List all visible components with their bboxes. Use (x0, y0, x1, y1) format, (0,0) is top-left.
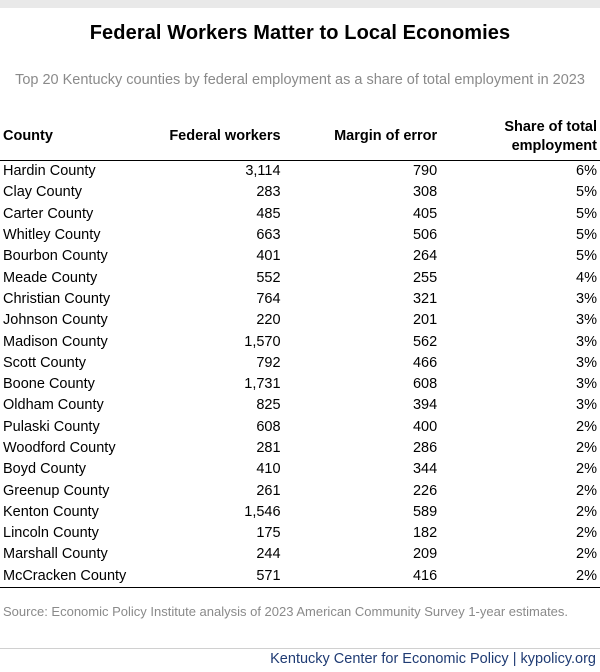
cell-share: 5% (576, 227, 597, 244)
cell-margin-of-error: 255 (412, 269, 438, 286)
table-header-row (0, 113, 600, 161)
cell-county: Carter County (3, 205, 94, 222)
table-row (0, 544, 600, 565)
cell-federal-workers: 1,546 (244, 503, 281, 520)
table-row (0, 204, 600, 225)
cell-margin-of-error: 209 (412, 546, 438, 563)
cell-share: 3% (576, 376, 597, 393)
header-county: County (0, 113, 154, 161)
cell-margin-of-error: 506 (412, 227, 438, 244)
cell-county: Woodford County (3, 440, 116, 456)
cell-margin-of-error: 182 (412, 525, 438, 542)
cell-county: Greenup County (3, 482, 110, 499)
cell-county: Johnson County (3, 312, 108, 329)
source-note: Source: Economic Policy Institute analysis of 2023 American Community Survey 1-year estimates. (3, 604, 569, 619)
cell-federal-workers: 1,570 (244, 333, 281, 350)
cell-margin-of-error: 466 (412, 354, 438, 371)
cell-margin-of-error: 608 (412, 376, 438, 393)
cell-margin-of-error: 394 (412, 397, 438, 414)
cell-margin-of-error: 264 (412, 248, 438, 265)
table-row (0, 502, 600, 523)
cell-federal-workers: 220 (256, 312, 281, 329)
header-share (440, 113, 600, 161)
cell-share: 2% (576, 418, 597, 435)
table-row (0, 480, 600, 501)
cell-county: Boyd County (3, 461, 87, 478)
table-row (0, 267, 600, 288)
header-federal-workers: Federal workers (154, 113, 284, 161)
cell-share: 5% (576, 248, 597, 265)
cell-share: 2% (576, 503, 597, 520)
cell-county: Marshall County (3, 546, 108, 563)
cell-county: Whitley County (3, 227, 101, 244)
cell-share: 5% (576, 205, 597, 222)
county-table (0, 113, 600, 588)
cell-share: 2% (576, 461, 597, 478)
cell-margin-of-error: 400 (412, 418, 438, 435)
cell-county: Madison County (3, 333, 108, 350)
table-row (0, 225, 600, 246)
cell-margin-of-error: 416 (284, 566, 441, 588)
cell-federal-workers: 175 (256, 525, 281, 542)
cell-margin-of-error: 308 (412, 184, 438, 201)
cell-federal-workers: 281 (256, 440, 281, 456)
cell-share: 2% (576, 546, 597, 563)
table-row (0, 331, 600, 352)
table-row (0, 417, 600, 438)
table-row (0, 523, 600, 544)
cell-margin-of-error: 226 (412, 482, 438, 499)
table-row (0, 566, 600, 588)
table-row (0, 353, 600, 374)
table-row (0, 395, 600, 416)
cell-federal-workers: 825 (256, 397, 281, 414)
cell-margin-of-error: 790 (412, 163, 438, 180)
cell-county: McCracken County (0, 566, 154, 588)
cell-federal-workers: 792 (256, 354, 281, 371)
cell-margin-of-error: 286 (412, 440, 438, 456)
cell-share: 3% (576, 333, 597, 350)
cell-share: 3% (576, 312, 597, 329)
cell-county: Christian County (3, 290, 111, 307)
cell-share: 3% (576, 397, 597, 414)
table-row (0, 161, 600, 183)
cell-share: 5% (576, 184, 597, 201)
page-title: Federal Workers Matter to Local Economies (89, 22, 511, 44)
cell-federal-workers: 283 (256, 184, 281, 201)
cell-federal-workers: 261 (256, 482, 281, 499)
cell-margin-of-error: 562 (412, 333, 438, 350)
table-row (0, 182, 600, 203)
cell-federal-workers: 608 (256, 418, 281, 435)
footer-credit: Kentucky Center for Economic Policy | kypolicy.org (270, 651, 596, 667)
top-rule (0, 0, 600, 8)
table-row (0, 246, 600, 267)
cell-margin-of-error: 405 (412, 205, 438, 222)
cell-share: 2% (576, 482, 597, 499)
cell-share: 2% (440, 566, 600, 588)
cell-federal-workers: 663 (256, 227, 281, 244)
table-row (0, 459, 600, 480)
header-share-line2: employment (511, 137, 597, 154)
cell-county: Kenton County (3, 503, 99, 520)
cell-federal-workers: 552 (256, 269, 281, 286)
table-row (0, 374, 600, 395)
cell-county: Oldham County (3, 397, 104, 414)
table-row (0, 438, 600, 459)
cell-federal-workers: 485 (256, 205, 281, 222)
cell-margin-of-error: 201 (412, 312, 438, 329)
cell-share: 6% (576, 163, 597, 180)
table-row (0, 289, 600, 310)
cell-federal-workers: 401 (256, 248, 281, 265)
cell-federal-workers: 3,114 (245, 163, 281, 180)
cell-federal-workers: 571 (154, 566, 284, 588)
cell-share: 3% (576, 290, 597, 307)
cell-share: 2% (576, 525, 597, 542)
cell-share: 2% (576, 440, 597, 456)
cell-margin-of-error: 321 (412, 290, 438, 307)
cell-county: Pulaski County (3, 418, 100, 435)
header-share-line1: Share of total (504, 118, 597, 135)
header-margin-of-error: Margin of error (284, 113, 441, 161)
cell-county: Bourbon County (3, 248, 108, 265)
table-body (0, 161, 600, 588)
cell-margin-of-error: 344 (412, 461, 438, 478)
cell-share: 4% (576, 269, 597, 286)
footer-rule (0, 648, 600, 649)
cell-county: Meade County (3, 269, 98, 286)
cell-county: Scott County (3, 354, 87, 371)
cell-county: Hardin County (3, 163, 96, 180)
cell-share: 3% (576, 354, 597, 371)
cell-county: Lincoln County (3, 525, 99, 542)
cell-margin-of-error: 589 (412, 503, 438, 520)
cell-federal-workers: 244 (256, 546, 281, 563)
cell-federal-workers: 410 (256, 461, 281, 478)
table-row (0, 310, 600, 331)
cell-county: Clay County (3, 184, 82, 201)
cell-federal-workers: 1,731 (244, 376, 281, 393)
cell-federal-workers: 764 (256, 290, 281, 307)
cell-county: Boone County (3, 376, 95, 393)
page-subtitle: Top 20 Kentucky counties by federal employment as a share of total employment in 2023 (15, 72, 585, 88)
